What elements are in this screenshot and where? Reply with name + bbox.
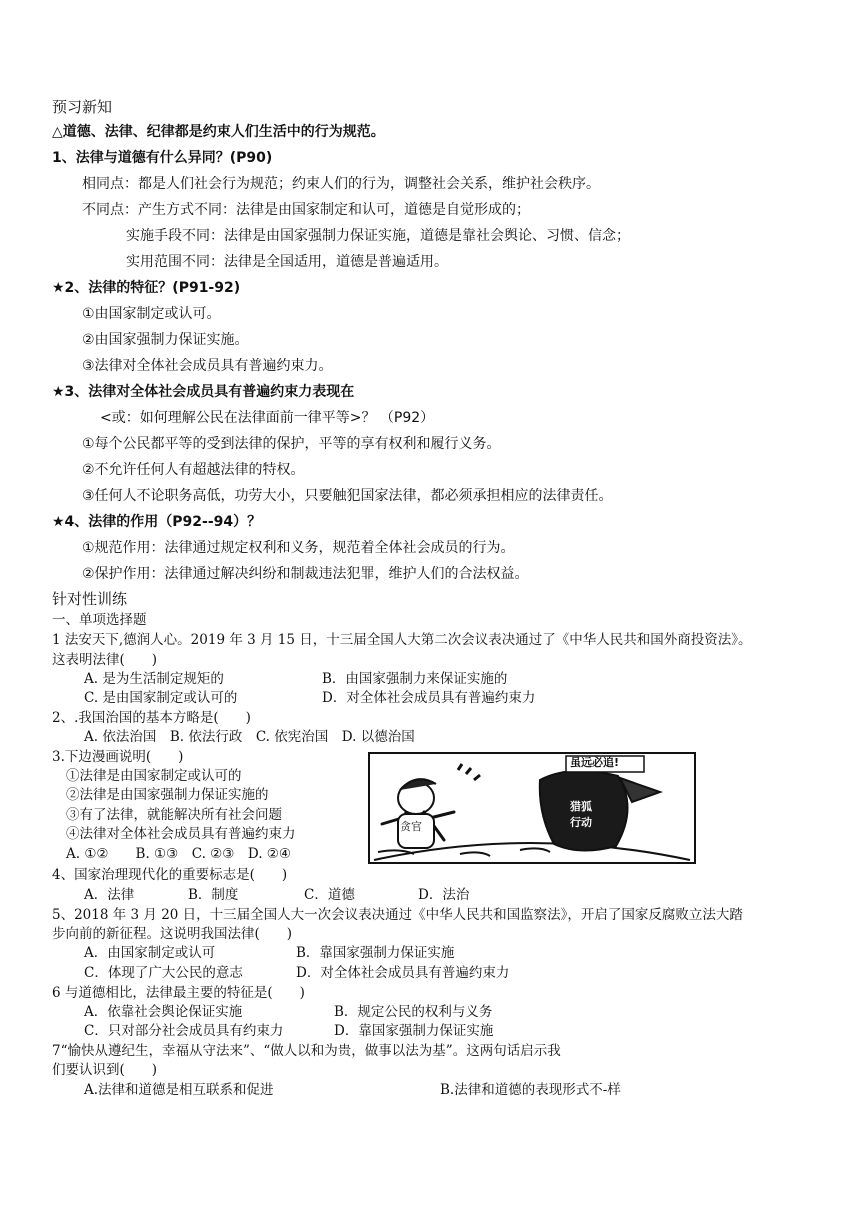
pq1-option-d: D．对全体社会成员具有普遍约束力: [322, 690, 536, 706]
q3-item: ③任何人不论职务高低，功劳大小，只要触犯国家法律，都必须承担相应的法律责任。: [82, 488, 613, 504]
pq5-option-b: B．靠国家强制力保证实施: [296, 945, 455, 961]
cartoon-drawing: [370, 754, 694, 862]
q3-sub: <或：如何理解公民在法律面前一律平等>？ （P92）: [100, 410, 435, 426]
pq3-stem: 3.下边漫画说明( ): [52, 749, 184, 765]
pq1-stem: 1 法安天下,德润人心。2019 年 3 月 15 日，十三届全国人大第二次会议表决通过了《中华人民共和国外商投资法》。: [52, 632, 752, 648]
practice-title: 针对性训练: [52, 590, 128, 608]
pq3-item: ②法律是由国家强制力保证实施的: [66, 787, 269, 803]
pq6-stem: 6 与道德相比，法律最主要的特征是( ): [52, 985, 305, 1001]
preview-intro: △道德、法律、纪律都是约束人们生活中的行为规范。: [52, 124, 385, 140]
q1-diff-2: 实施手段不同：法律是由国家强制力保证实施，道德是靠社会舆论、习惯、信念；: [126, 228, 630, 244]
pq3-options: A. ①② B. ①③ C. ②③ D. ②④: [66, 846, 292, 862]
preview-title: 预习新知: [52, 98, 113, 116]
pq4-option-d: D．法治: [418, 887, 470, 903]
pq3-item: ①法律是由国家制定或认可的: [66, 768, 242, 784]
pq4-stem: 4、国家治理现代化的重要标志是( ): [52, 867, 288, 883]
pq5-option-d: D．对全体社会成员具有普遍约束力: [296, 965, 510, 981]
pq3-item: ③有了法律，就能解决所有社会问题: [66, 807, 282, 823]
pq1-option-c: C. 是由国家制定或认可的: [84, 690, 238, 706]
pq7-option-a: A.法律和道德是相互联系和促进: [84, 1082, 274, 1098]
q3-item: ①每个公民都平等的受到法律的保护，平等的享有权利和履行义务。: [82, 436, 501, 452]
pq1-option-a: A. 是为生活制定规矩的: [84, 671, 224, 687]
pq5-stem: 5、2018 年 3 月 20 日，十三届全国人大一次会议表决通过《中华人民共和国监察法》，开启了国家反腐败立法大踏: [52, 907, 743, 923]
cartoon-label-operation: 行动: [570, 816, 592, 829]
q4-item: ①规范作用：法律通过规定权利和义务，规范着全体社会成员的行为。: [82, 540, 515, 556]
pq1-option-b: B．由国家强制力来保证实施的: [322, 671, 508, 687]
pq6-option-c: C．只对部分社会成员具有约束力: [84, 1023, 284, 1039]
cartoon-label-operation: 猎狐: [570, 800, 592, 813]
pq6-option-a: A．依靠社会舆论保证实施: [84, 1004, 243, 1020]
pq4-option-a: A．法律: [84, 887, 135, 903]
pq5-option-c: C．体现了广大公民的意志: [84, 965, 243, 981]
q2-item: ①由国家制定或认可。: [82, 306, 221, 322]
q4-title: ★4、法律的作用（P92--94）？: [52, 514, 262, 530]
pq5-option-a: A．由国家制定或认可: [84, 945, 216, 961]
pq6-option-d: D．靠国家强制力保证实施: [334, 1023, 494, 1039]
cartoon-sign-text: 虽远必追!: [570, 756, 620, 769]
cartoon-label-official: 贪官: [400, 820, 422, 833]
q2-item: ②由国家强制力保证实施。: [82, 332, 249, 348]
pq4-option-c: C．道德: [304, 887, 355, 903]
q2-title: ★2、法律的特征？(P91-92): [52, 280, 241, 296]
pq7-option-b: B.法律和道德的表现形式不-样: [440, 1082, 621, 1098]
pq2-options: A. 依法治国 B. 依法行政 C. 依宪治国 D. 以德治国: [84, 729, 415, 745]
q1-diff-1: 不同点：产生方式不同：法律是由国家制定和认可，道德是自觉形成的；: [82, 202, 530, 218]
pq5-stem: 步向前的新征程。这说明我国法律( ): [52, 926, 293, 942]
pq7-stem: 7“愉快从遵纪生，幸福从守法来”、“做人以和为贵，做事以法为基”。这两句话启示我: [52, 1043, 561, 1059]
q1-title: 1、法律与道德有什么异同？(P90): [52, 150, 273, 166]
pq4-option-b: B．制度: [188, 887, 239, 903]
q1-diff-3: 实用范围不同：法律是全国适用，道德是普遍适用。: [126, 254, 448, 270]
q3-title: ★3、法律对全体社会成员具有普遍约束力表现在: [52, 384, 355, 400]
practice-section: 一、单项选择题: [52, 612, 147, 628]
pq1-stem: 这表明法律( ): [52, 652, 158, 668]
pq3-item: ④法律对全体社会成员具有普遍约束力: [66, 826, 296, 842]
q2-item: ③法律对全体社会成员具有普遍约束力。: [82, 358, 333, 374]
q3-item: ②不允许任何人有超越法律的特权。: [82, 462, 305, 478]
pq2-stem: 2、.我国治国的基本方略是( ): [52, 710, 251, 726]
q1-same: 相同点：都是人们社会行为规范；约束人们的行为，调整社会关系，维护社会秩序。: [82, 176, 600, 192]
pq7-stem: 们要认识到( ): [52, 1062, 158, 1078]
pq6-option-b: B．规定公民的权利与义务: [334, 1004, 493, 1020]
cartoon-image: [368, 752, 696, 864]
q4-item: ②保护作用：法律通过解决纠纷和制裁违法犯罪，维护人们的合法权益。: [82, 566, 529, 582]
